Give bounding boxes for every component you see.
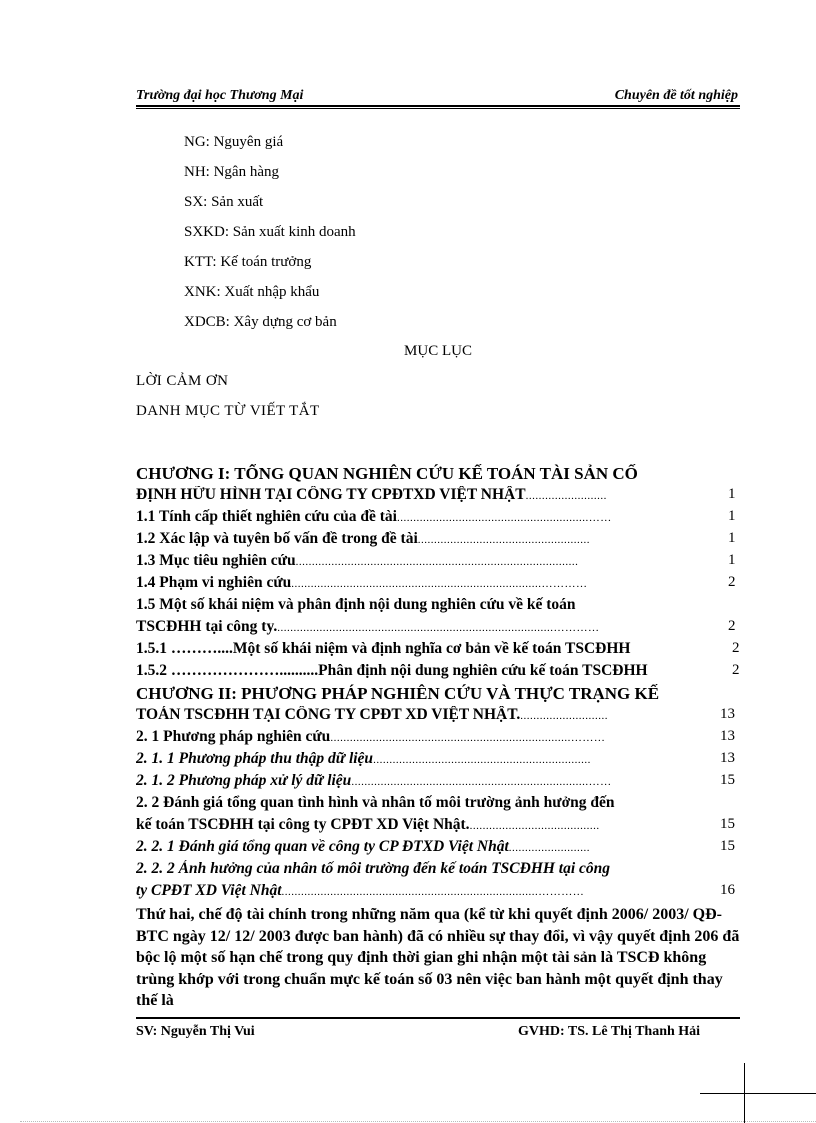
toc-page-number: 1 bbox=[728, 508, 736, 524]
toc-leader: ..................................................... bbox=[417, 534, 590, 546]
toc-entry-text: 2. 2 Đánh giá tổng quan tình hình và nhân tố môi trường ảnh hưởng đến bbox=[136, 794, 615, 811]
toc-front-matter: DANH MỤC TỪ VIẾT TẮT bbox=[136, 403, 320, 419]
toc-entry-text: 1.3 Mục tiêu nghiên cứu bbox=[136, 552, 296, 569]
toc-entry-chapter-1[interactable] bbox=[136, 464, 740, 486]
toc-entry-2-2-1[interactable] bbox=[136, 838, 740, 860]
toc-entry-text: 1.5.1 ………....Một số khái niệm và định nghĩa cơ bản về kế toán TSCĐHH bbox=[136, 640, 631, 657]
toc-page-number: 16 bbox=[720, 882, 735, 898]
toc-entry-text: 1.4 Phạm vi nghiên cứu bbox=[136, 574, 292, 591]
toc-page-number: 2 bbox=[728, 574, 736, 590]
toc-front-matter: LỜI CẢM ƠN bbox=[136, 373, 229, 389]
toc-entry-1-5-2[interactable] bbox=[136, 662, 740, 684]
toc-entry-text: kế toán TSCĐHH tại công ty CPĐT XD Việt Nhật. bbox=[136, 816, 470, 833]
header-doc-type: Chuyên đề tốt nghiệp bbox=[614, 88, 738, 103]
toc-page-number: 13 bbox=[720, 728, 735, 744]
toc-entry-2-2-2-cont[interactable] bbox=[136, 882, 740, 904]
toc-page-number: 1 bbox=[728, 486, 736, 502]
toc-entry-text: 1.2 Xác lập và tuyên bố vấn đề trong đề tài bbox=[136, 530, 418, 547]
toc-leader: .........................................................................…… bbox=[351, 776, 612, 788]
abbreviation-item: NH: Ngân hàng bbox=[184, 164, 279, 180]
toc-entry-2-2[interactable] bbox=[136, 794, 740, 816]
abbreviation-item: KTT: Kế toán trưởng bbox=[184, 254, 312, 270]
page-bottom-dotted-line bbox=[20, 1121, 816, 1122]
toc-page-number: 13 bbox=[720, 750, 735, 766]
toc-entry-text: 2. 1. 2 Phương pháp xử lý dữ liệu bbox=[136, 772, 352, 789]
toc-leader: .....................................................................................………… bbox=[277, 622, 600, 634]
toc-entry-chapter-2-cont[interactable] bbox=[136, 706, 740, 728]
toc-page-number: 15 bbox=[720, 772, 735, 788]
crop-mark-horizontal bbox=[700, 1093, 816, 1094]
toc-leader: ..........................................................................……… bbox=[330, 732, 606, 744]
header-school: Trường đại học Thương Mại bbox=[136, 88, 304, 103]
toc-leader: ...............................................................................………… bbox=[281, 886, 585, 898]
footer-rule bbox=[136, 1017, 740, 1019]
header-rule bbox=[136, 105, 740, 107]
toc-entry-text: 2. 2. 2 Ảnh hưởng của nhân tố môi trường đến kế toán TSCĐHH tại công bbox=[136, 860, 611, 877]
footer-student: SV: Nguyễn Thị Vui bbox=[136, 1024, 255, 1039]
toc-entry-2-2-cont[interactable] bbox=[136, 816, 740, 838]
toc-leader: ................................................................... bbox=[373, 754, 591, 766]
toc-leader: ...........................................................…… bbox=[396, 512, 612, 524]
abbreviation-item: SXKD: Sản xuất kinh doanh bbox=[184, 224, 356, 240]
toc-entry-text: 1.5.2 …………………..........Phân định nội dung nghiên cứu kế toán TSCĐHH bbox=[136, 662, 648, 679]
toc-entry-text: CHƯƠNG II: PHƯƠNG PHÁP NGHIÊN CỨU VÀ THỰC TRẠNG KẾ bbox=[136, 684, 660, 703]
toc-leader: ......................... bbox=[525, 490, 607, 502]
abbreviation-item: SX: Sản xuất bbox=[184, 194, 264, 210]
toc-entry-1-5[interactable] bbox=[136, 596, 740, 618]
toc-entry-1-5-cont[interactable] bbox=[136, 618, 740, 640]
toc-entry-chapter-1-cont[interactable] bbox=[136, 486, 740, 508]
header-rule-thin bbox=[136, 108, 740, 109]
toc-entry-1-3[interactable] bbox=[136, 552, 740, 574]
toc-entry-text: 2. 1. 1 Phương pháp thu thập dữ liệu bbox=[136, 750, 374, 767]
toc-page-number: 2 bbox=[732, 662, 740, 678]
toc-entry-text: 1.5 Một số khái niệm và phân định nội dung nghiên cứu về kế toán bbox=[136, 596, 576, 613]
toc-entry-1-1[interactable] bbox=[136, 508, 740, 530]
toc-entry-1-2[interactable] bbox=[136, 530, 740, 552]
toc-entry-text: TSCĐHH tại công ty. bbox=[136, 618, 278, 635]
toc-entry-chapter-2[interactable] bbox=[136, 684, 740, 706]
toc-entry-1-4[interactable] bbox=[136, 574, 740, 596]
toc-entry-2-1-2[interactable] bbox=[136, 772, 740, 794]
toc-entry-1-5-1[interactable] bbox=[136, 640, 740, 662]
abbreviation-item: XNK: Xuất nhập khẩu bbox=[184, 284, 320, 300]
toc-entry-text: TOÁN TSCĐHH TẠI CÔNG TY CPĐT XD VIỆT NHẬT. bbox=[136, 706, 521, 723]
toc-page-number: 2 bbox=[728, 618, 736, 634]
toc-page-number: 13 bbox=[720, 706, 735, 722]
toc-page-number: 15 bbox=[720, 816, 735, 832]
toc-entry-text: 2. 2. 1 Đánh giá tổng quan về công ty CP ĐTXD Việt Nhật bbox=[136, 838, 509, 855]
toc-leader: .............................................................................………… bbox=[291, 578, 588, 590]
toc-entry-text: ty CPĐT XD Việt Nhật bbox=[136, 882, 282, 899]
toc-entry-2-1-1[interactable] bbox=[136, 750, 740, 772]
abbreviation-item: XDCB: Xây dựng cơ bản bbox=[184, 314, 337, 330]
toc-title: MỤC LỤC bbox=[404, 343, 472, 359]
toc-leader: ....................................................................................... bbox=[295, 556, 579, 568]
toc-entry-text: CHƯƠNG I: TỔNG QUAN NGHIÊN CỨU KẾ TOÁN TÀI SẢN CỐ bbox=[136, 464, 638, 483]
footer-supervisor: GVHD: TS. Lê Thị Thanh Hải bbox=[518, 1024, 701, 1039]
toc-entry-2-2-2[interactable] bbox=[136, 860, 740, 882]
toc-page-number: 2 bbox=[732, 640, 740, 656]
toc-leader: ........................................ bbox=[469, 820, 600, 832]
abbreviation-item: NG: Nguyên giá bbox=[184, 134, 284, 150]
toc-entry-2-1[interactable] bbox=[136, 728, 740, 750]
toc-leader: ......................... bbox=[508, 842, 590, 854]
toc-page-number: 1 bbox=[728, 552, 736, 568]
toc-page-number: 1 bbox=[728, 530, 736, 546]
toc-entry-text: 1.1 Tính cấp thiết nghiên cứu của đề tài bbox=[136, 508, 397, 525]
toc-entry-text: 2. 1 Phương pháp nghiên cứu bbox=[136, 728, 331, 745]
body-paragraph: Thứ hai, chế độ tài chính trong những năm qua (kể từ khi quyết định 2006/ 2003/ QĐ-BTC ngày 12/ 12/ 2003 được ban hành) đã có nhiều sự thay đổi, vì vậy quyết định 206 đã bộc lộ một số hạn chế trong quy định thời gian ghi nhận một tài sản là TSCĐ không trùng khớp với trong chuẩn mực kế toán số 03 nên việc ban hành một quyết định thay thế là bbox=[136, 906, 740, 1009]
toc-page-number: 15 bbox=[720, 838, 735, 854]
toc-entry-text: ĐỊNH HỮU HÌNH TẠI CÔNG TY CPĐTXD VIỆT NHẬT bbox=[136, 486, 526, 503]
toc-leader: ........................... bbox=[520, 710, 609, 722]
